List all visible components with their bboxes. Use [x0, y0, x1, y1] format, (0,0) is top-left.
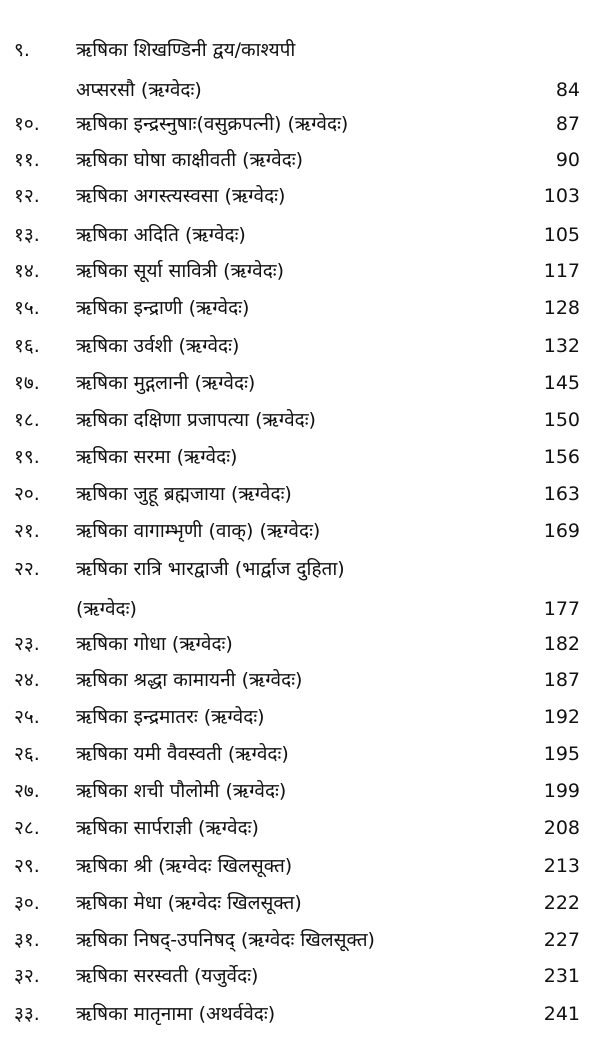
- entry-number: ३०.: [14, 892, 40, 914]
- entry-number: २२.: [14, 558, 40, 580]
- entry-number: २६.: [14, 743, 40, 765]
- entry-title: ऋषिका श्री (ऋग्वेदः खिलसूक्त): [76, 855, 293, 877]
- entry-title: ऋषिका गोधा (ऋग्वेदः): [76, 633, 233, 655]
- entry-title: ऋषिका यमी वैवस्वती (ऋग्वेदः): [76, 743, 289, 765]
- entry-number: ३१.: [14, 929, 40, 951]
- entry-number: १९.: [14, 446, 40, 468]
- entry-page-number: 227: [543, 929, 580, 951]
- entry-page-number: 213: [543, 855, 580, 877]
- entry-page-number: 208: [543, 817, 580, 839]
- entry-page-number: 195: [543, 743, 580, 765]
- entry-title: ऋषिका मेधा (ऋग्वेदः खिलसूक्त): [76, 892, 302, 914]
- entry-title: ऋषिका दक्षिणा प्रजापत्या (ऋग्वेदः): [76, 409, 316, 431]
- entry-title: ऋषिका शची पौलोमी (ऋग्वेदः): [76, 780, 287, 802]
- entry-page-number: 231: [543, 965, 580, 987]
- entry-title: ऋषिका सार्पराज्ञी (ऋग्वेदः): [76, 817, 259, 839]
- entry-number: १४.: [14, 260, 40, 282]
- entry-title-continued: अप्सरसौ (ऋग्वेदः): [76, 79, 202, 101]
- entry-title: ऋषिका मातृनामा (अथर्ववेदः): [76, 1003, 276, 1025]
- entry-number: २७.: [14, 780, 40, 802]
- entry-title: ऋषिका रात्रि भारद्वाजी (भार्द्वाज दुहिता): [76, 558, 345, 580]
- entry-title: ऋषिका मुद्गलानी (ऋग्वेदः): [76, 372, 256, 394]
- entry-title: ऋषिका अगस्त्यस्वसा (ऋग्वेदः): [76, 185, 286, 207]
- entry-page-number: 105: [543, 224, 580, 246]
- entry-title-continued: (ऋग्वेदः): [76, 598, 137, 620]
- entry-number: ३२.: [14, 965, 40, 987]
- entry-number: २५.: [14, 706, 40, 728]
- entry-number: २४.: [14, 669, 40, 691]
- entry-page-number: 182: [543, 633, 580, 655]
- entry-page-number: 87: [555, 113, 580, 135]
- entry-number: २१.: [14, 520, 40, 542]
- entry-page-number: 150: [543, 409, 580, 431]
- entry-number: ११.: [14, 149, 40, 171]
- entry-number: १३.: [14, 224, 40, 246]
- entry-title: ऋषिका सूर्या सावित्री (ऋग्वेदः): [76, 260, 285, 282]
- entry-number: १८.: [14, 409, 40, 431]
- entry-title: ऋषिका सरमा (ऋग्वेदः): [76, 446, 238, 468]
- entry-number: १५.: [14, 297, 40, 319]
- entry-title: ऋषिका इन्द्रस्नुषाः(वसुक्रपत्नी) (ऋग्वेदः): [76, 113, 349, 135]
- entry-title: ऋषिका उर्वशी (ऋग्वेदः): [76, 335, 240, 357]
- entry-title: ऋषिका घोषा काक्षीवती (ऋग्वेदः): [76, 149, 304, 171]
- entry-page-number: 192: [543, 706, 580, 728]
- entry-number: २९.: [14, 855, 40, 877]
- entry-number: २०.: [14, 483, 40, 505]
- entry-page-number: 103: [543, 185, 580, 207]
- entry-page-number: 90: [555, 149, 580, 171]
- entry-page-number: 169: [543, 520, 580, 542]
- entry-title: ऋषिका वागाम्भृणी (वाक्) (ऋग्वेदः): [76, 520, 321, 542]
- entry-title: ऋषिका अदिति (ऋग्वेदः): [76, 224, 246, 246]
- entry-page-number: 187: [543, 669, 580, 691]
- entry-title: ऋषिका निषद्-उपनिषद् (ऋग्वेदः खिलसूक्त): [76, 929, 375, 951]
- entry-page-number: 156: [543, 446, 580, 468]
- entry-number: १०.: [14, 113, 40, 135]
- entry-number: १७.: [14, 372, 40, 394]
- entry-page-number: 128: [543, 297, 580, 319]
- entry-number: १६.: [14, 335, 40, 357]
- entry-page-number: 145: [543, 372, 580, 394]
- entry-page-number: 177: [543, 598, 580, 620]
- entry-page-number: 163: [543, 483, 580, 505]
- entry-title: ऋषिका सरस्वती (यजुर्वेदः): [76, 965, 259, 987]
- entry-title: ऋषिका इन्द्रमातरः (ऋग्वेदः): [76, 706, 265, 728]
- entry-title: ऋषिका श्रद्धा कामायनी (ऋग्वेदः): [76, 669, 303, 691]
- entry-number: ९.: [14, 39, 30, 61]
- entry-page-number: 132: [543, 335, 580, 357]
- entry-number: २८.: [14, 817, 40, 839]
- entry-title: ऋषिका शिखण्डिनी द्वय/काश्यपी: [76, 39, 296, 61]
- entry-page-number: 241: [543, 1003, 580, 1025]
- entry-number: २३.: [14, 633, 40, 655]
- entry-page-number: 199: [543, 780, 580, 802]
- entry-number: १२.: [14, 185, 40, 207]
- entry-page-number: 84: [555, 79, 580, 101]
- entry-title: ऋषिका जुहू ब्रह्मजाया (ऋग्वेदः): [76, 483, 292, 505]
- entry-number: ३३.: [14, 1003, 40, 1025]
- entry-title: ऋषिका इन्द्राणी (ऋग्वेदः): [76, 297, 250, 319]
- entry-page-number: 222: [543, 892, 580, 914]
- entry-page-number: 117: [543, 260, 580, 282]
